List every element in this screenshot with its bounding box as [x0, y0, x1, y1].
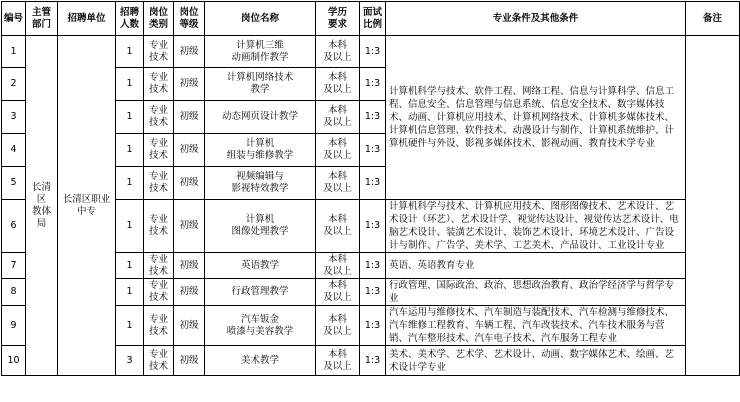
cell-category: 专业 技术 [144, 134, 174, 167]
header-position: 岗位名称 [205, 2, 316, 36]
cell-requirements: 计算机科学与技术、计算机应用技术、图形图像技术、艺术设计、艺术设计（环艺）、艺术设计学、视觉传达设计、视觉传达艺术设计、电脑艺术设计、装潢艺术设计、装饰艺术设计、环境艺术设计、广告设计与制作、广告学、美术学、工艺美术、产品设计、工业设计专业 [386, 200, 686, 253]
cell-no: 9 [2, 306, 26, 346]
cell-position: 视频编辑与 影视特效教学 [205, 167, 316, 200]
cell-level: 初级 [174, 101, 205, 134]
cell-education: 本科 及以上 [316, 134, 360, 167]
cell-position: 计算机网络技术 教学 [205, 68, 316, 101]
cell-category: 专业 技术 [144, 68, 174, 101]
cell-count: 1 [116, 68, 144, 101]
cell-education: 本科 及以上 [316, 346, 360, 376]
cell-category: 专业 技术 [144, 167, 174, 200]
cell-level: 初级 [174, 306, 205, 346]
header-count: 招聘 人数 [116, 2, 144, 36]
cell-level: 初级 [174, 200, 205, 253]
cell-ratio: 1:3 [360, 200, 386, 253]
cell-ratio: 1:3 [360, 167, 386, 200]
cell-requirements: 行政管理、国际政治、政治、思想政治教育、政治学经济学与哲学专业 [386, 279, 686, 306]
cell-no: 10 [2, 346, 26, 376]
cell-count: 1 [116, 253, 144, 279]
cell-position: 汽车钣金 喷漆与美容教学 [205, 306, 316, 346]
table-row [2, 36, 740, 68]
header-education: 学历 要求 [316, 2, 360, 36]
cell-ratio: 1:3 [360, 101, 386, 134]
cell-no: 1 [2, 36, 26, 68]
cell-employer: 长清区职业 中专 [58, 36, 116, 376]
cell-category: 专业 技术 [144, 101, 174, 134]
cell-education: 本科 及以上 [316, 167, 360, 200]
cell-category: 专业 技术 [144, 279, 174, 306]
cell-education: 本科 及以上 [316, 101, 360, 134]
cell-position: 英语教学 [205, 253, 316, 279]
cell-position: 行政管理教学 [205, 279, 316, 306]
cell-position: 动态网页设计教学 [205, 101, 316, 134]
cell-category: 专业 技术 [144, 346, 174, 376]
cell-ratio: 1:3 [360, 134, 386, 167]
header-level: 岗位 等级 [174, 2, 205, 36]
cell-requirements: 英语、英语教育专业 [386, 253, 686, 279]
cell-requirements: 计算机科学与技术、软件工程、网络工程、信息与计算科学、信息工程、信息安全、信息管理与信息系统、信息安全技术、数字媒体技术、动画、计算机应用技术、计算机网络技术、计算机多媒体技术、计算机信息管理、软件技术、动漫设计与制作、计算机系统维护、计算机硬件与外设、影视多媒体技术、影视动画、教育技术学专业 [386, 36, 686, 200]
header-row [2, 2, 740, 36]
cell-category: 专业 技术 [144, 36, 174, 68]
cell-no: 5 [2, 167, 26, 200]
cell-ratio: 1:3 [360, 68, 386, 101]
cell-level: 初级 [174, 167, 205, 200]
cell-no: 8 [2, 279, 26, 306]
cell-requirements: 美术、美术学、艺术学、艺术设计、动画、数字媒体艺术、绘画、艺术设计学专业 [386, 346, 686, 376]
cell-count: 3 [116, 346, 144, 376]
cell-level: 初级 [174, 279, 205, 306]
header-ratio: 面试 比例 [360, 2, 386, 36]
cell-level: 初级 [174, 68, 205, 101]
cell-position: 计算机 组装与维修教学 [205, 134, 316, 167]
cell-category: 专业 技术 [144, 306, 174, 346]
cell-position: 计算机 图像处理教学 [205, 200, 316, 253]
cell-requirements: 汽车运用与维修技术、汽车制造与装配技术、汽车检测与维修技术、汽车维修工程教育、车辆工程、汽车改装技术、汽车技术服务与营销、汽车整形技术、汽车电子技术、汽车服务工程专业 [386, 306, 686, 346]
cell-education: 本科 及以上 [316, 36, 360, 68]
header-no: 编号 [2, 2, 26, 36]
cell-count: 1 [116, 167, 144, 200]
cell-department: 长清区 教体局 [26, 36, 58, 376]
cell-education: 本科 及以上 [316, 253, 360, 279]
cell-remarks [686, 36, 740, 376]
header-department: 主管 部门 [26, 2, 58, 36]
cell-count: 1 [116, 101, 144, 134]
cell-ratio: 1:3 [360, 346, 386, 376]
cell-no: 2 [2, 68, 26, 101]
cell-education: 本科 及以上 [316, 200, 360, 253]
cell-position: 计算机三维 动画制作教学 [205, 36, 316, 68]
header-category: 岗位 类别 [144, 2, 174, 36]
cell-count: 1 [116, 134, 144, 167]
cell-ratio: 1:3 [360, 279, 386, 306]
cell-category: 专业 技术 [144, 200, 174, 253]
header-remarks: 备注 [686, 2, 740, 36]
cell-position: 美术教学 [205, 346, 316, 376]
cell-no: 4 [2, 134, 26, 167]
recruitment-table [1, 1, 740, 376]
cell-level: 初级 [174, 253, 205, 279]
cell-category: 专业 技术 [144, 253, 174, 279]
cell-no: 6 [2, 200, 26, 253]
cell-education: 本科 及以上 [316, 68, 360, 101]
cell-level: 初级 [174, 134, 205, 167]
cell-count: 1 [116, 200, 144, 253]
cell-no: 7 [2, 253, 26, 279]
cell-education: 本科 及以上 [316, 279, 360, 306]
cell-ratio: 1:3 [360, 36, 386, 68]
cell-level: 初级 [174, 36, 205, 68]
cell-education: 本科 及以上 [316, 306, 360, 346]
cell-count: 1 [116, 279, 144, 306]
header-employer: 招聘单位 [58, 2, 116, 36]
cell-ratio: 1:3 [360, 306, 386, 346]
cell-level: 初级 [174, 346, 205, 376]
cell-no: 3 [2, 101, 26, 134]
header-requirements: 专业条件及其他条件 [386, 2, 686, 36]
cell-count: 1 [116, 36, 144, 68]
cell-ratio: 1:3 [360, 253, 386, 279]
cell-count: 1 [116, 306, 144, 346]
